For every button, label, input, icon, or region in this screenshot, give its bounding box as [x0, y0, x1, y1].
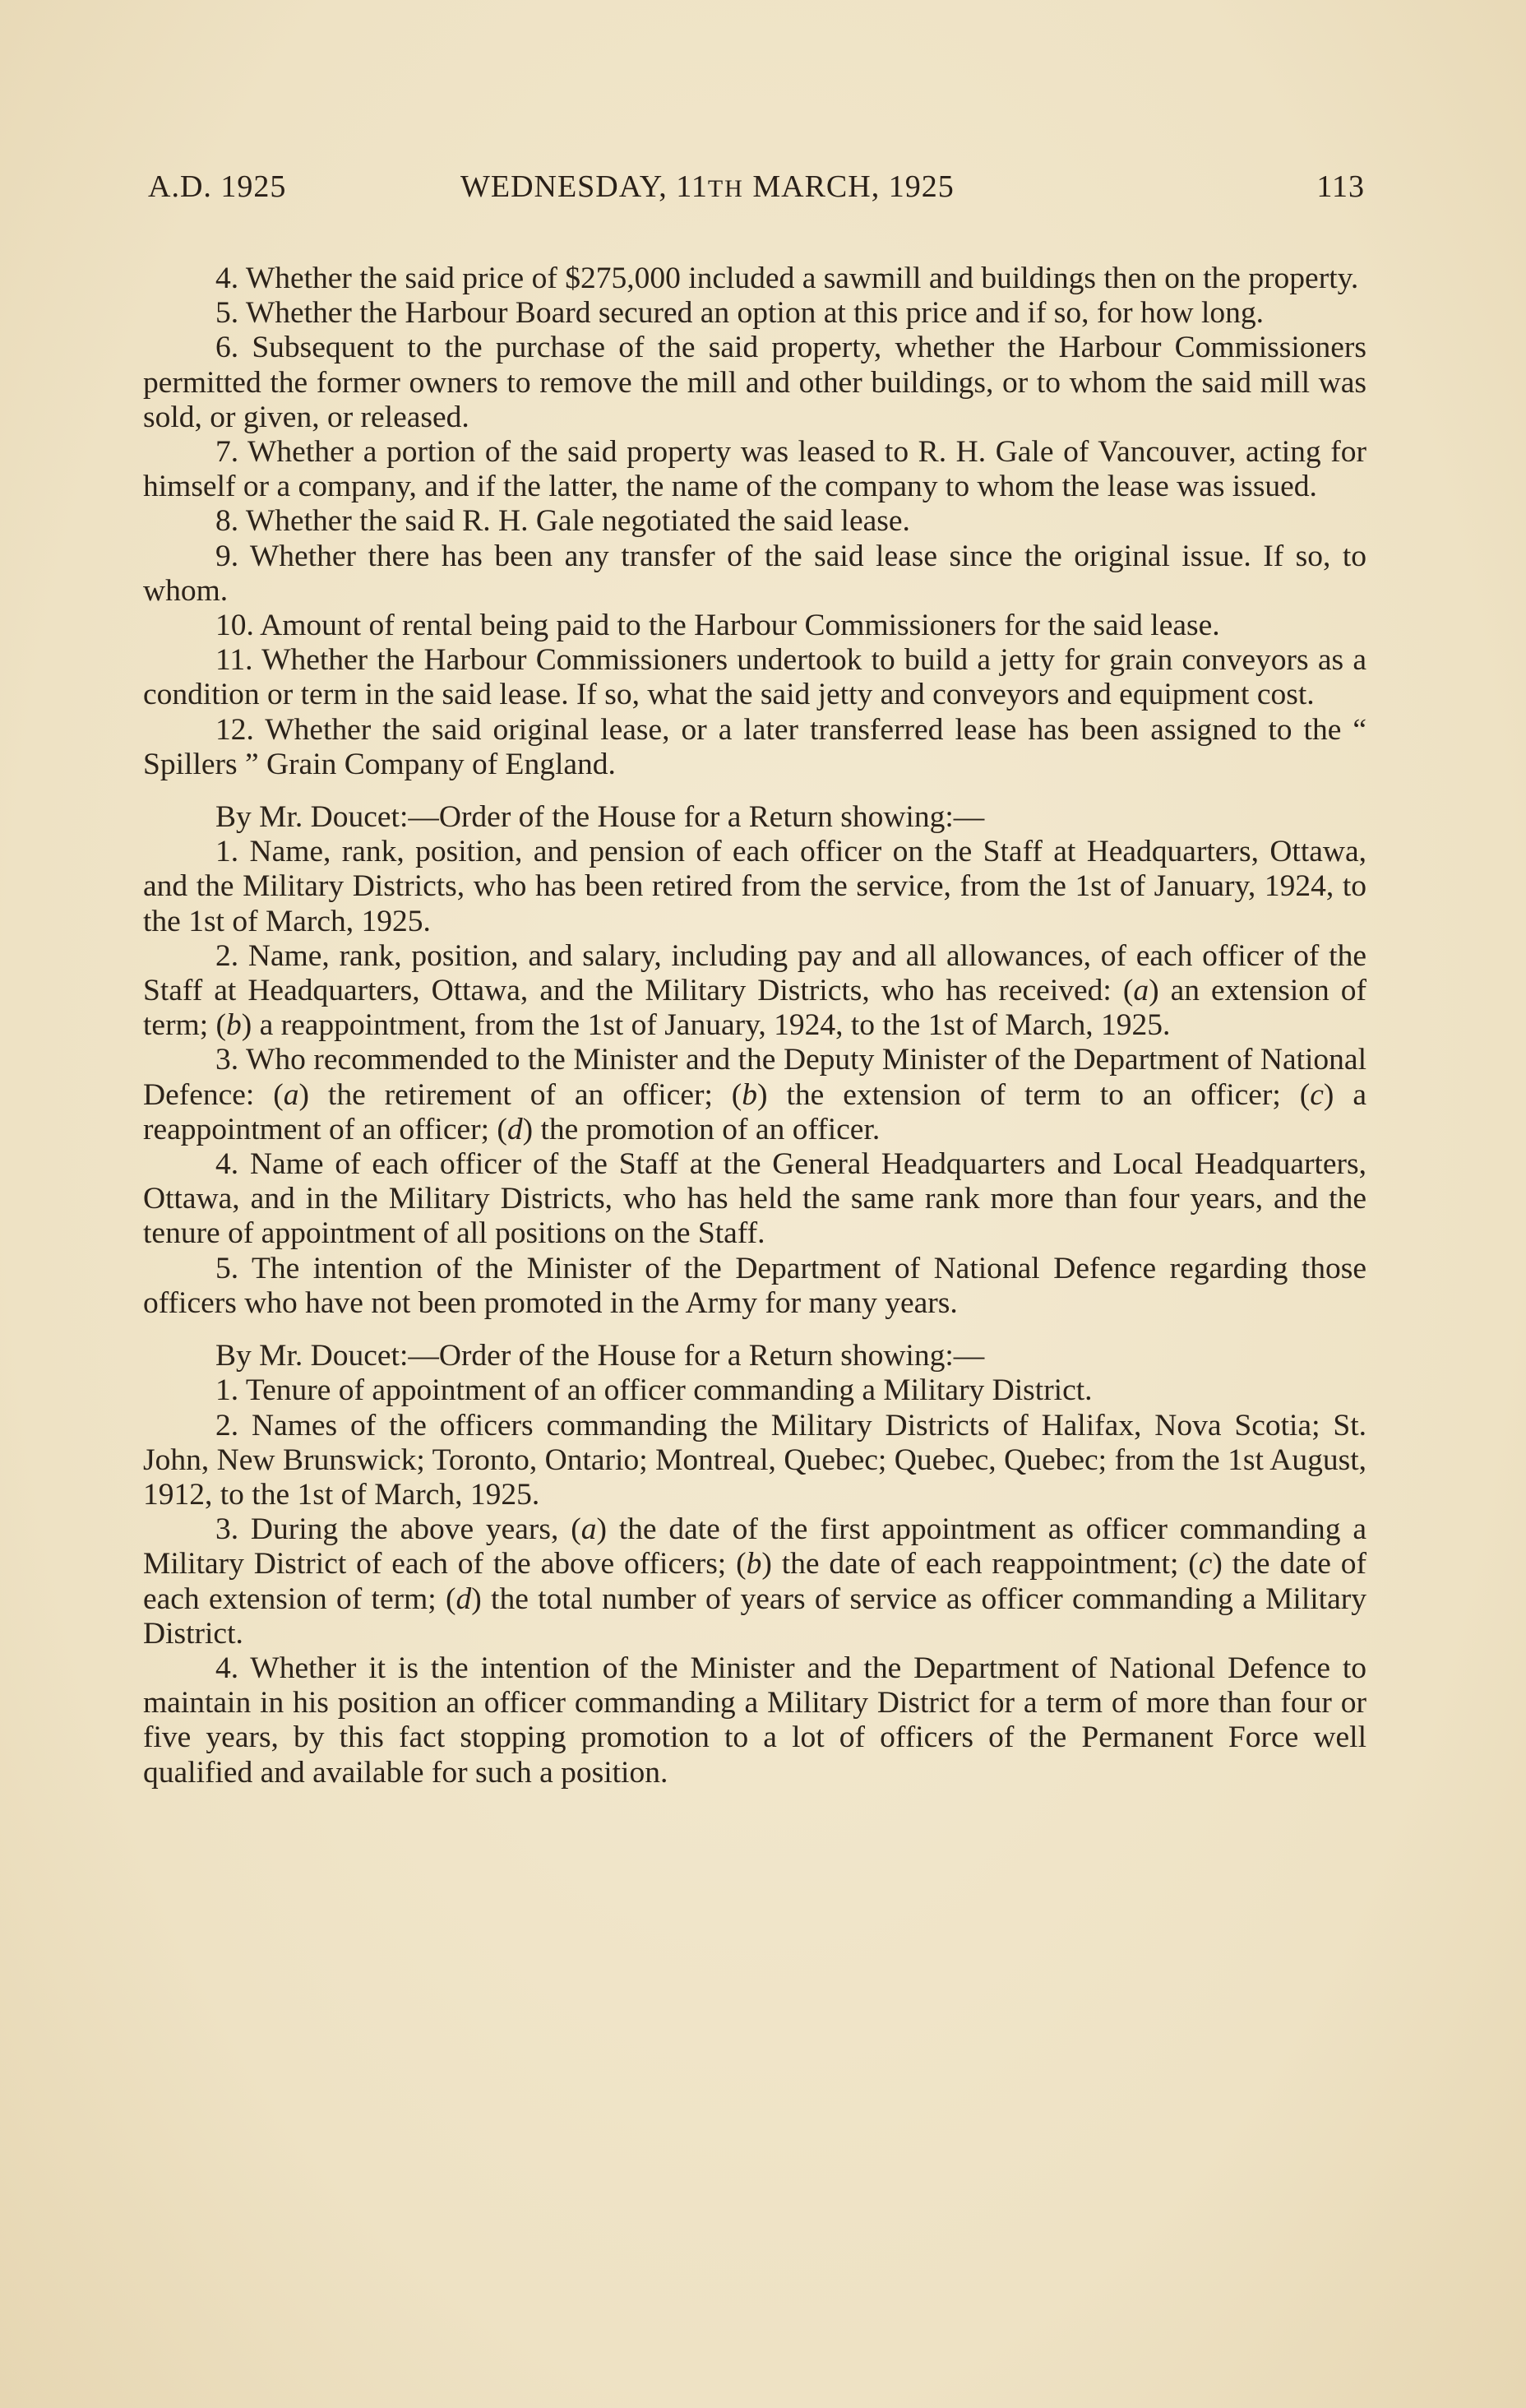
paragraph	[143, 1043, 1366, 1147]
text-run: 2. Name, rank, position, and salary, including pay and all allowances, of each officer of the Staff at Headquarters, Ottawa, and the Military Districts, who has received: (	[143, 938, 1366, 1008]
paragraph: 12. Whether the said original lease, or a later transferred lease has been assigned to the “ Spillers ” Grain Company of England.	[143, 712, 1366, 781]
paragraph: 6. Subsequent to the purchase of the said property, whether the Harbour Commissioners permitted the former owners to remove the mill and other buildings, or to whom the said mill was sold, or given, or released.	[143, 331, 1366, 434]
text-run: 3. During the above years, (	[215, 1512, 581, 1547]
text-run: ) the date of each extension of term; (	[143, 1547, 1367, 1616]
header-month-year: MARCH, 1925	[743, 169, 955, 204]
letter: d	[506, 1112, 523, 1146]
header-day: WEDNESDAY, 11	[460, 169, 708, 204]
letter: d	[455, 1581, 472, 1616]
letter: a	[283, 1077, 299, 1112]
paragraph: 5. The intention of the Minister of the Department of National Defence regarding those officers who have not been promoted in the Army for many years.	[143, 1251, 1366, 1320]
paragraph: 4. Whether the said price of $275,000 included a sawmill and buildings then on the property.	[215, 262, 1359, 295]
paragraph	[143, 939, 1366, 1044]
paragraph: 1. Name, rank, position, and pension of each officer on the Staff at Headquarters, Ottawa, and the Military Districts, who has been retired from the service, from the 1st of January, 1924, to the 1st of March, 1925.	[143, 835, 1366, 938]
paragraph: 10. Amount of rental being paid to the Harbour Commissioners for the said lease.	[215, 609, 1220, 643]
letter: b	[226, 1008, 242, 1043]
letter: b	[746, 1547, 762, 1581]
order-intro: By Mr. Doucet:—Order of the House for a Return showing:—	[215, 1339, 985, 1373]
paragraph: 8. Whether the said R. H. Gale negotiated the said lease.	[215, 504, 910, 539]
paragraph: 2. Names of the officers commanding the Military Districts of Halifax, Nova Scotia; St. John, New Brunswick; Toronto, Ontario; Montreal, Quebec; Quebec, Quebec; from the 1st August, 1912, to the 1st of March, 1925.	[143, 1408, 1366, 1512]
text-run: ) the total number of years of service as officer commanding a Military District.	[143, 1581, 1366, 1651]
page-number: 113	[1316, 169, 1365, 204]
paragraph: 9. Whether there has been any transfer of the said lease since the original issue. If so, to whom.	[143, 539, 1366, 608]
header-date	[460, 169, 955, 205]
paragraph: 11. Whether the Harbour Commissioners undertook to build a jetty for grain conveyors as a condition or term in the said lease. If so, what the said jetty and conveyors and equipment cost.	[143, 643, 1366, 712]
letter: c	[1310, 1077, 1324, 1112]
paragraph: 4. Whether it is the intention of the Minister and the Department of National Defence to maintain in his position an officer commanding a Military District for a term of more than four or five years, by this fact stopping promotion to a lot of officers of the Permanent Force well qualified and available for such a position.	[143, 1651, 1366, 1790]
text-run: ) the date of the first appointment as officer commanding a Military District of each of the above officers; (	[143, 1512, 1366, 1581]
letter: b	[742, 1077, 758, 1112]
letter: a	[1133, 974, 1149, 1008]
text-run: ) the date of each reappointment; (	[761, 1547, 1199, 1581]
paragraph	[143, 1512, 1366, 1651]
page-body	[143, 262, 1366, 1790]
paragraph: 1. Tenure of appointment of an officer commanding a Military District.	[215, 1373, 1093, 1408]
letter: a	[580, 1512, 597, 1547]
text-run: ) the promotion of an officer.	[522, 1112, 881, 1146]
text-run: ) the extension of term to an officer; (	[757, 1077, 1311, 1112]
page-header	[148, 169, 1365, 218]
text-run: 3. Who recommended to the Minister and the Deputy Minister of the Department of National Defence: (	[143, 1043, 1366, 1112]
text-run: ) a reappointment of an officer; (	[143, 1077, 1366, 1146]
text-run: ) the retirement of an officer; (	[298, 1077, 742, 1112]
header-year: A.D. 1925	[148, 169, 287, 204]
text-run: ) an extension of term; (	[143, 974, 1367, 1043]
paragraph: 4. Name of each officer of the Staff at the General Headquarters and Local Headquarters, Ottawa, and in the Military Districts, who has held the same rank more than four years, and the tenure of appointment of all positions on the Staff.	[143, 1147, 1366, 1251]
paragraph: 5. Whether the Harbour Board secured an option at this price and if so, for how long.	[215, 296, 1264, 331]
text-run: ) a reappointment, from the 1st of January, 1924, to the 1st of March, 1925.	[241, 1008, 1171, 1043]
paragraph: 7. Whether a portion of the said property was leased to R. H. Gale of Vancouver, acting for himself or a company, and if the latter, the name of the company to whom the lease was issued.	[143, 435, 1366, 504]
letter: c	[1198, 1547, 1213, 1581]
header-day-suffix: TH	[707, 175, 744, 202]
order-intro: By Mr. Doucet:—Order of the House for a Return showing:—	[215, 800, 985, 835]
